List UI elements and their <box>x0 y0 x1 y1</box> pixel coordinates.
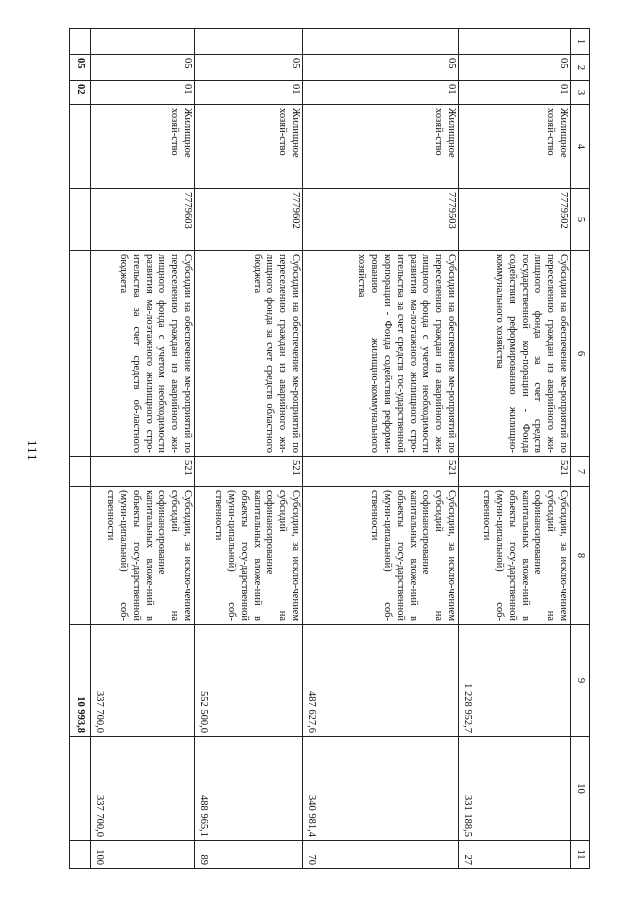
cell-expense-name: Субсидии, за исклю-чением субсидий на софинансирование капитальных вложе-ний в объекты госу-дарственной (муни-ципальной) соб-ственности <box>459 487 571 625</box>
table-row <box>303 29 459 869</box>
cell-percent: 89 <box>195 841 303 869</box>
cell-plan: 337 700,0 <box>91 625 195 737</box>
cell-target-name: Субсидии на обеспечение ме-роприятий по переселению граждан из аварийного жи-лищного фонда с учетом необходимости развития ма-лоэтажного жилищного стро-ительства за счет средств гос-ударственной корпорации - Фонда содействия реформи-рованию жилищно-коммунального хозяйства <box>303 251 459 457</box>
cell-target-name: Субсидии на обеспечение ме-роприятий по переселению граждан из аварийного жи-лищного фонда за счет средств государственной кор-порации - Фонда содействия реформированию жилищно-коммунального хозяйства <box>459 251 571 457</box>
cell-expense-name: Субсидии, за исклю-чением субсидий на софинансирование капитальных вложе-ний в объекты госу-дарственной (муни-ципальной) соб-ственности <box>303 487 459 625</box>
cell-empty <box>70 487 91 625</box>
cell-executed: 337 700,0 <box>91 737 195 841</box>
cell-col1 <box>195 29 303 55</box>
cell-percent: 100 <box>91 841 195 869</box>
page-number: 111 <box>25 440 40 462</box>
cell-section: 05 <box>91 55 195 81</box>
header-row <box>571 29 590 869</box>
cell-section: 05 <box>195 55 303 81</box>
cell-target-code: 7779503 <box>303 189 459 251</box>
cell-expense-type: 521 <box>303 457 459 487</box>
cell-subsection: 01 <box>91 81 195 105</box>
cell-expense-type: 521 <box>195 457 303 487</box>
col-header-1: 1 <box>571 29 590 55</box>
table-row <box>459 29 571 869</box>
cell-empty <box>70 457 91 487</box>
table-row <box>195 29 303 869</box>
cell-executed: 331 188,5 <box>459 737 571 841</box>
cell-percent: 27 <box>459 841 571 869</box>
cell-subsection: 01 <box>195 81 303 105</box>
budget-table <box>69 28 590 869</box>
col-header-4: 4 <box>571 105 590 189</box>
cell-subsection-name: Жилищное хозяй-ство <box>91 105 195 189</box>
cell-col1 <box>459 29 571 55</box>
cell-col1 <box>91 29 195 55</box>
cell-target-code: 7779502 <box>459 189 571 251</box>
cell-subsection: 01 <box>459 81 571 105</box>
cell-target-code: 7779603 <box>91 189 195 251</box>
cell-empty <box>70 105 91 189</box>
cell-col1 <box>303 29 459 55</box>
col-header-5: 5 <box>571 189 590 251</box>
table-row <box>91 29 195 869</box>
cell-expense-type: 521 <box>459 457 571 487</box>
cell-expense-name: Субсидии, за исклю-чением субсидий на софинансирование капитальных вложе-ний в объекты госу-дарственной (муни-ципальной) соб-ственности <box>91 487 195 625</box>
cell-target-name: Субсидии на обеспечение ме-роприятий по переселению граждан из аварийного жи-лищного фонда за счет средств областного бюджета <box>195 251 303 457</box>
total-plan: 10 993,8 <box>70 625 91 737</box>
cell-empty <box>70 251 91 457</box>
cell-expense-type: 521 <box>91 457 195 487</box>
cell-subsection-name: Жилищное хозяй-ство <box>195 105 303 189</box>
col-header-11: 11 <box>571 841 590 869</box>
cell-empty <box>70 841 91 869</box>
cell-executed: 340 981,4 <box>303 737 459 841</box>
col-header-9: 9 <box>571 625 590 737</box>
rotated-table-container <box>75 28 590 868</box>
cell-percent: 70 <box>303 841 459 869</box>
total-row <box>70 29 91 869</box>
cell-plan: 552 500,0 <box>195 625 303 737</box>
total-subsection: 02 <box>70 81 91 105</box>
cell-plan: 1 228 952,7 <box>459 625 571 737</box>
cell-col1 <box>70 29 91 55</box>
cell-section: 05 <box>303 55 459 81</box>
cell-empty <box>70 737 91 841</box>
col-header-10: 10 <box>571 737 590 841</box>
cell-section: 05 <box>459 55 571 81</box>
cell-expense-name: Субсидии, за исклю-чением субсидий на софинансирование капитальных вложе-ний в объекты госу-дарственной (муни-ципальной) соб-ственности <box>195 487 303 625</box>
col-header-8: 8 <box>571 487 590 625</box>
total-section: 05 <box>70 55 91 81</box>
col-header-2: 2 <box>571 55 590 81</box>
cell-subsection: 01 <box>303 81 459 105</box>
cell-empty <box>70 189 91 251</box>
cell-subsection-name: Жилищное хозяй-ство <box>459 105 571 189</box>
cell-subsection-name: Жилищное хозяй-ство <box>303 105 459 189</box>
col-header-6: 6 <box>571 251 590 457</box>
cell-plan: 487 627,6 <box>303 625 459 737</box>
col-header-7: 7 <box>571 457 590 487</box>
cell-executed: 488 965,1 <box>195 737 303 841</box>
cell-target-name: Субсидии на обеспечение ме-роприятий по переселению граждан из аварийного жи-лищного фонда с учетом необходимости развития ма-лоэтажного жилищного стро-ительства за счет средств об-ластного бюджета <box>91 251 195 457</box>
col-header-3: 3 <box>571 81 590 105</box>
cell-target-code: 7779602 <box>195 189 303 251</box>
